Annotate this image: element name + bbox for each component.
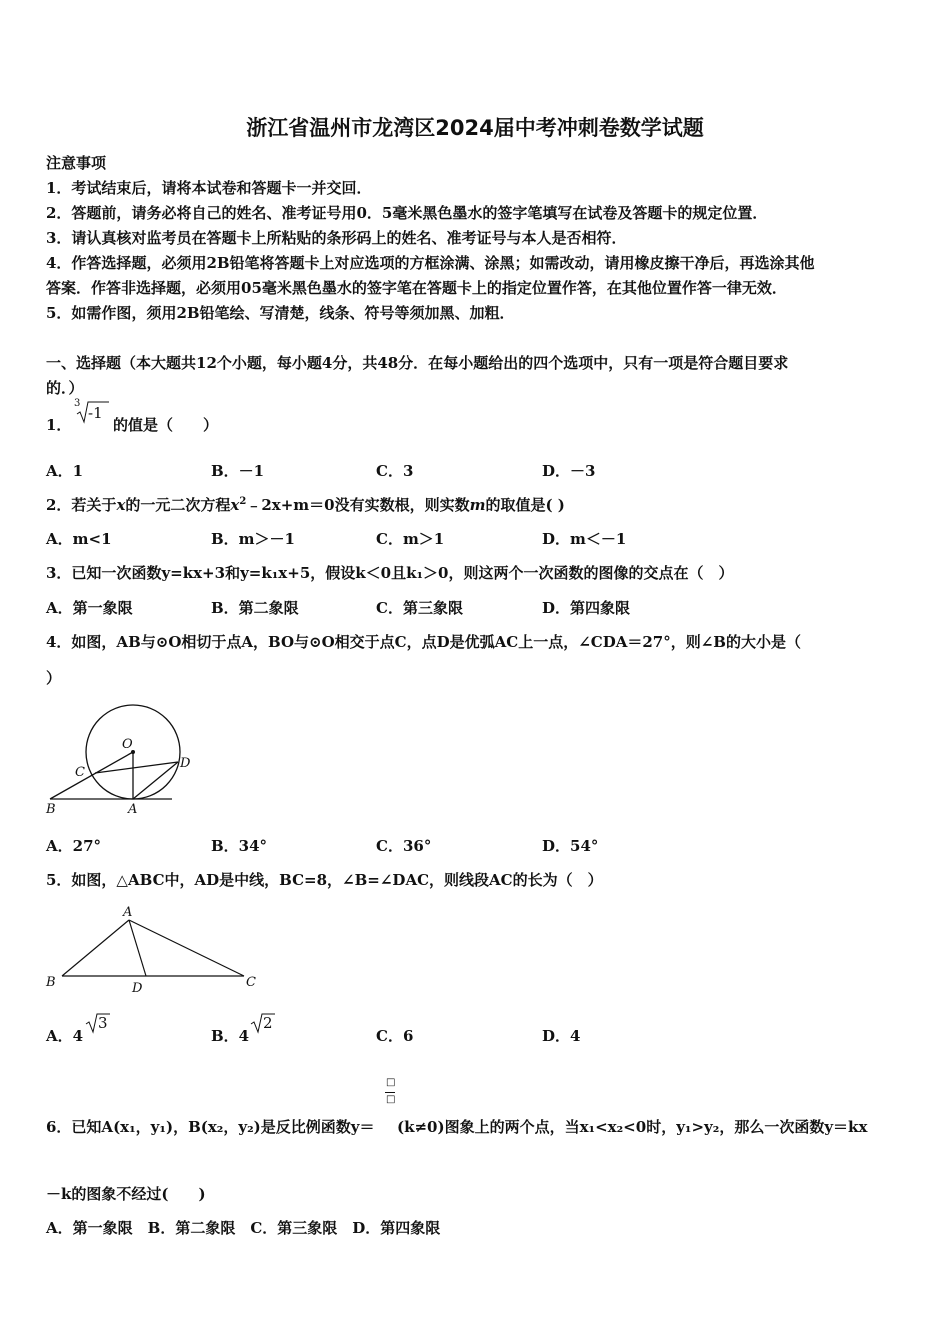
notice-item: 3．请认真核对监考员在答题卡上所粘贴的条形码上的姓名、准考证号与本人是否相符．: [46, 229, 627, 247]
q2-eq-x: x: [230, 496, 240, 514]
q4-option-d: D．54°: [542, 837, 599, 855]
q5-option-a: [46, 1025, 83, 1046]
notice-heading: 注意事项: [46, 154, 107, 172]
q2-option-b: B．m＞－1: [211, 530, 295, 548]
q3-option-c: C．第三象限: [376, 599, 463, 617]
q4-label-d: D: [180, 756, 191, 771]
q2-text: 的取值是( ): [485, 496, 565, 514]
q4-option-c: C．36°: [376, 837, 432, 855]
q5-median-ad: [129, 920, 146, 976]
q1-option-c: C．3: [376, 462, 414, 480]
q4-option-a: A．27°: [46, 837, 102, 855]
q1-radicand: -1: [88, 404, 103, 422]
q5-option-c: C．6: [376, 1027, 414, 1045]
q2-stem: [46, 494, 565, 515]
q2-option-d: D．m＜－1: [542, 530, 627, 548]
q5-side-ac: [129, 920, 244, 976]
q2-var-m: m: [469, 496, 486, 514]
q2-text: 没有实数根，则实数: [334, 496, 470, 514]
q4-segment-cd: [95, 762, 178, 773]
q2-text: 2．若关于: [46, 496, 117, 514]
page-title: 浙江省温州市龙湾区2024届中考冲刺卷数学试题: [246, 116, 704, 140]
q2-text: 的一元二次方程: [125, 496, 231, 514]
q5-stem: 5．如图，△ABC中，AD是中线，BC=8，∠B=∠DAC，则线段AC的长为（ ）: [46, 871, 603, 889]
q4-option-b: B．34°: [211, 837, 268, 855]
q4-label-c: C: [75, 765, 85, 780]
q5-figure: [40, 900, 270, 1000]
q6-stem-cont: －k的图象不经过( ): [46, 1185, 206, 1203]
q2-exponent: 2: [239, 496, 247, 507]
q1-option-a: A．1: [46, 462, 84, 480]
q6-frac-denominator: □: [386, 1094, 396, 1105]
q1-number: 1．: [46, 416, 72, 434]
q5-option-b-text: B．4: [211, 1027, 250, 1045]
q4-label-o: O: [122, 737, 133, 752]
q6-frac-numerator: □: [386, 1077, 396, 1088]
q4-figure: [40, 700, 210, 820]
q2-option-a: A．m<1: [46, 530, 112, 548]
section-heading-cont: 的．）: [46, 379, 84, 397]
q3-stem: 3．已知一次函数y=kx+3和y=k₁x+5，假设k＜0且k₁＞0，则这两个一次函数的图像的交点在（ ）: [46, 564, 734, 582]
q4-stem-cont: ）: [46, 669, 62, 687]
q5-option-b: [211, 1025, 249, 1046]
q2-var-x: x: [116, 496, 126, 514]
q4-label-a: A: [128, 802, 138, 817]
q5-option-b-radicand: 2: [263, 1014, 273, 1032]
notice-item: 4．作答选择题，必须用2B铅笔将答题卡上对应选项的方框涂满、涂黑；如需改动，请用橡皮擦干净后，再选涂其他: [46, 254, 815, 272]
q3-option-b: B．第二象限: [211, 599, 299, 617]
q3-option-a: A．第一象限: [46, 599, 133, 617]
notice-item: 1．考试结束后，请将本试卷和答题卡一并交回．: [46, 179, 372, 197]
q5-label-c: C: [246, 975, 256, 990]
q3-option-d: D．第四象限: [542, 599, 631, 617]
q4-segment-bo: [50, 752, 133, 799]
q6-frac-bar: [385, 1092, 395, 1093]
q5-label-b: B: [46, 975, 56, 990]
notice-item: 答案．作答非选择题，必须用05毫米黑色墨水的签字笔在答题卡上的指定位置作答，在其他位置作答一律无效．: [46, 279, 787, 297]
q4-stem: 4．如图，AB与⊙O相切于点A，BO与⊙O相交于点C，点D是优弧AC上一点，∠CDA＝27°，则∠B的大小是（: [46, 633, 801, 651]
q1-radical-index: 3: [74, 398, 81, 409]
q5-option-a-text: A．4: [46, 1027, 84, 1045]
q1-option-d: D．－3: [542, 462, 596, 480]
q5-side-ab: [62, 920, 129, 976]
q1-text: 的值是（ ）: [113, 416, 219, 434]
q5-option-d: D．4: [542, 1027, 581, 1045]
q2-eq-rest: ﹣2x+m＝0: [246, 496, 335, 514]
notice-item: 2．答题前，请务必将自己的姓名、准考证号用0．5毫米黑色墨水的签字笔填写在试卷及答题卡的规定位置．: [46, 204, 768, 222]
notice-item: 5．如需作图，须用2B铅笔绘、写清楚，线条、符号等须加黑、加粗．: [46, 304, 515, 322]
q4-label-b: B: [46, 802, 56, 817]
q6-options: A．第一象限 B．第二象限 C．第三象限 D．第四象限: [46, 1219, 441, 1237]
q5-label-d: D: [132, 981, 143, 996]
q2-option-c: C．m＞1: [376, 530, 445, 548]
q5-option-a-radicand: 3: [98, 1014, 108, 1032]
q6-stem-part1: 6．已知A(x₁，y₁)，B(x₂，y₂)是反比例函数y＝: [46, 1118, 375, 1136]
q1-option-b: B．－1: [211, 462, 265, 480]
q6-stem-part2: (k≠0)图象上的两个点，当x₁<x₂<0时，y₁>y₂，那么一次函数y＝kx: [397, 1118, 868, 1136]
section-heading: 一、选择题（本大题共12个小题，每小题4分，共48分．在每小题给出的四个选项中，只有一项是符合题目要求: [46, 354, 789, 372]
q5-label-a: A: [123, 905, 133, 920]
